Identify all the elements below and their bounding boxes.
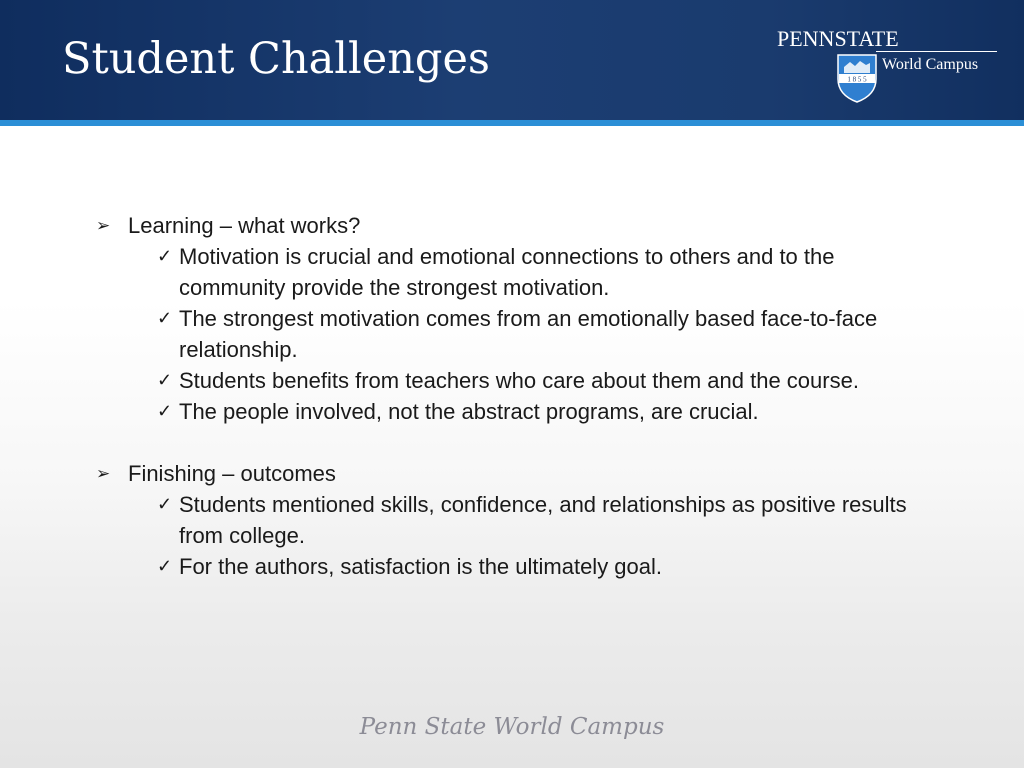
slide-footer: Penn State World Campus [359, 714, 665, 740]
list-item-text: Motivation is crucial and emotional connections to others and to the community provide the strongest motivation. [179, 244, 835, 300]
list-item-text: Students mentioned skills, confidence, and relationships as positive results from college. [179, 492, 907, 548]
header-accent-stripe [0, 120, 1024, 126]
check-icon: ✓ [157, 308, 173, 328]
section-spacer [96, 427, 956, 458]
arrow-bullet-icon: ➢ [96, 216, 111, 235]
logo-subtitle: World Campus [882, 56, 979, 73]
slide-title: Student Challenges [62, 34, 490, 84]
penn-state-world-campus-logo [772, 26, 1002, 106]
list-item [96, 396, 919, 427]
list-item-text: The strongest motivation comes from an emotionally based face-to-face relationship. [179, 306, 878, 362]
shield-icon [836, 53, 878, 103]
list-item-text: Students benefits from teachers who care about them and the course. [179, 368, 859, 393]
check-icon: ✓ [157, 401, 173, 421]
list-item-text: For the authors, satisfaction is the ultimately goal. [179, 554, 663, 579]
list-item [96, 303, 919, 365]
list-item-text: The people involved, not the abstract programs, are crucial. [179, 399, 759, 424]
bullet-heading: Learning – what works? [128, 213, 361, 238]
logo-wordmark-text: PENNSTATE [777, 26, 899, 51]
arrow-bullet-icon: ➢ [96, 464, 111, 483]
check-icon: ✓ [157, 246, 173, 266]
slide-content [96, 210, 956, 582]
bullet-heading: Finishing – outcomes [128, 461, 336, 486]
check-icon: ✓ [157, 494, 173, 514]
bullet-finishing [96, 458, 956, 489]
learning-sub-list [96, 241, 956, 427]
slide-header [0, 0, 1024, 120]
list-item [96, 489, 919, 551]
list-item [96, 551, 919, 582]
bullet-learning [96, 210, 956, 241]
logo-divider [876, 51, 997, 52]
list-item [96, 365, 919, 396]
list-item [96, 241, 919, 303]
finishing-sub-list [96, 489, 956, 582]
check-icon: ✓ [157, 556, 173, 576]
logo-wordmark [777, 26, 899, 52]
logo-year: 1 8 5 5 [847, 75, 867, 84]
check-icon: ✓ [157, 370, 173, 390]
